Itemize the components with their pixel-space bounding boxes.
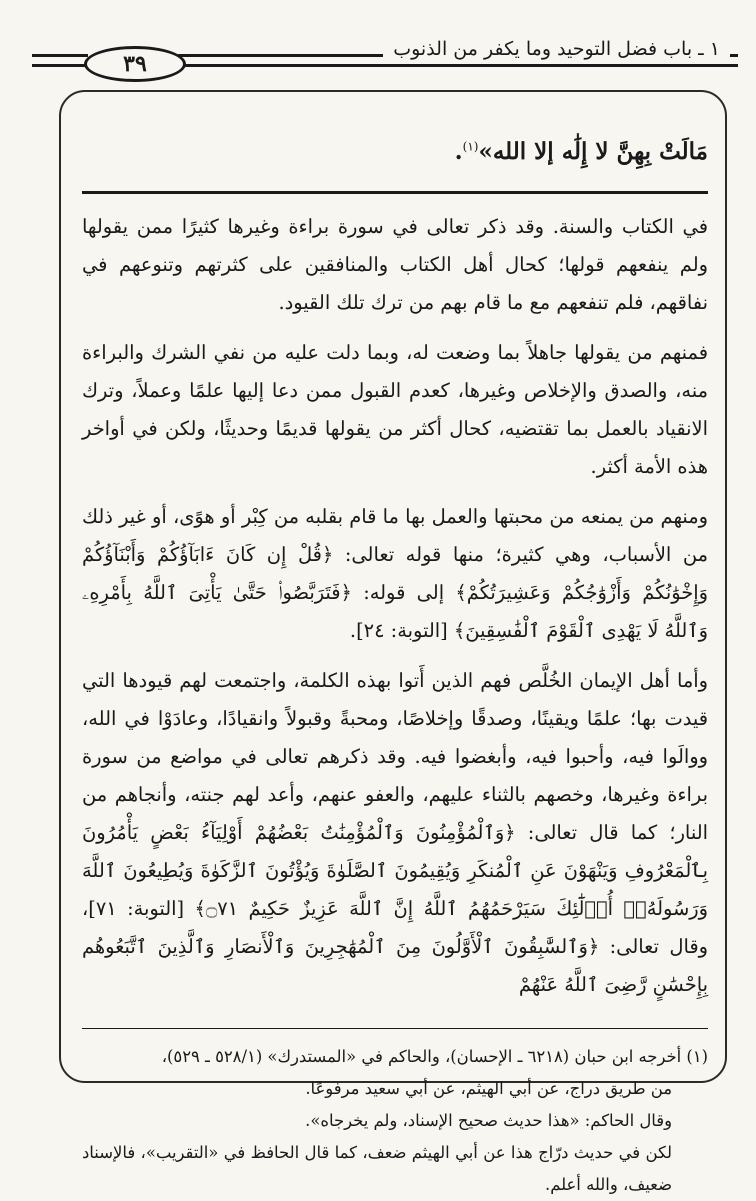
footnote-1-line-2: من طريق دراج، عن أبي الهيثم، عن أبي سعيد مرفوعًا. (305, 1079, 672, 1098)
section-divider (82, 191, 708, 194)
header-rule-middle-lower (178, 64, 738, 67)
footnote-1-line-3: وقال الحاكم: «هذا حديث صحيح الإسناد، ولم يخرجاه». (305, 1111, 672, 1130)
footnote-divider (82, 1028, 708, 1029)
paragraph-2: فمنهم من يقولها جاهلاً بما وضعت له، وبما دلت عليه من نفي الشرك والبراءة منه، والصدق والإخلاص وغيرها، كعدم القبول ممن دعا إليها علمًا وعملاً، وترك الانقياد بالعمل بما تقتضيه، كحال أكثر من يقولها قديمًا وحديثًا، ولكن في أواخر هذه الأمة أكثر. (82, 341, 708, 478)
page-content (82, 92, 708, 1201)
footnote-1: (١) أخرجه ابن حبان (٦٢١٨ ـ الإحسان)، والحاكم في «المستدرك» (٥٢٨/١ ـ ٥٢٩)، (161, 1047, 708, 1066)
footnote-marker: (١) (462, 139, 479, 154)
hadith-end-line: مَالَتْ بِهِنَّ لا إِلَٰه إلا الله»$^{(١)}$. (454, 138, 708, 165)
hadith-text: مَالَتْ بِهِنَّ لا إِلَٰه إلا الله» (478, 138, 708, 165)
page-number: ٣٩ (84, 46, 186, 82)
footnote-1-line-4: لكن في حديث درّاج هذا عن أبي الهيثم ضعف، كما قال الحافظ في «التقريب»، فالإسناد ضعيف، والله أعلم. (82, 1143, 672, 1194)
paragraph-4: وأما أهل الإيمان الخُلَّص فهم الذين أَتوا بهذه الكلمة، واجتمعت لهم قيودها التي قيدت بها؛ علمًا ويقينًا، وصدقًا وإخلاصًا، ومحبةً وقبولاً وانقيادًا، وعادَوْا في الله، ووالَوا فيه، وأحبوا فيه، وأبغضوا فيه. وقد ذكرهم تعالى في مواضع من سورة براءة وغيرها، وخصهم بالثناء عليهم، والعفو عنهم، وأعد لهم جنته، وأنجاهم من النار؛ كما قال تعالى: ﴿وَٱلْمُؤْمِنُونَ وَٱلْمُؤْمِنَٰتُ بَعْضُهُمْ أَوْلِيَآءُ بَعْضٍ يَأْمُرُونَ بِٱلْمَعْرُوفِ وَيَنْهَوْنَ عَنِ ٱلْمُنكَرِ وَيُقِيمُونَ ٱلصَّلَوٰةَ وَيُؤْتُونَ ٱلزَّكَوٰةَ وَيُطِيعُونَ ٱللَّهَ وَرَسُولَهُۥٓ أُو۟لَٰٓئِكَ سَيَرْحَمُهُمُ ٱللَّهُ إِنَّ ٱللَّهَ عَزِيزٌ حَكِيمٌ ۝٧١﴾ [التوبة: ٧١]، وقال تعالى: ﴿وَٱلسَّٰبِقُونَ ٱلْأَوَّلُونَ مِنَ ٱلْمُهَٰجِرِينَ وَٱلْأَنصَارِ وَٱلَّذِينَ ٱتَّبَعُوهُم بِإِحْسَٰنٍ رَّضِىَ ٱللَّهُ عَنْهُمْ (82, 669, 709, 996)
header-rule-left (32, 54, 88, 57)
paragraph-1: في الكتاب والسنة. وقد ذكر تعالى في سورة براءة وغيرها كثيرًا ممن يقولها ولم ينفعهم قولها؛ كحال أهل الكتاب والمنافقين على كثرتهم وتنوعهم في نفاقهم، فلم تنفعهم مع ما قام بهم من ترك تلك القيود. (82, 215, 708, 314)
paragraph-3: ومنهم من يمنعه من محبتها والعمل بها ما قام بقلبه من كِبْر أو هوًى، أو غير ذلك من الأسباب، وهي كثيرة؛ منها قوله تعالى: ﴿قُلْ إِن كَانَ ءَابَآؤُكُمْ وَأَبْنَآؤُكُمْ وَإِخْوَٰنُكُمْ وَأَزْوَٰجُكُمْ وَعَشِيرَتُكُمْ﴾ إلى قوله: ﴿فَتَرَبَّصُوا۟ حَتَّىٰ يَأْتِىَ ٱللَّهُ بِأَمْرِهِۦ وَٱللَّهُ لَا يَهْدِى ٱلْقَوْمَ ٱلْفَٰسِقِينَ﴾ [التوبة: ٢٤]. (82, 505, 708, 642)
chapter-title: ١ ـ باب فضل التوحيد وما يكفر من الذنوب (383, 38, 730, 60)
running-header (32, 34, 738, 84)
header-rule-left-lower (32, 64, 88, 67)
